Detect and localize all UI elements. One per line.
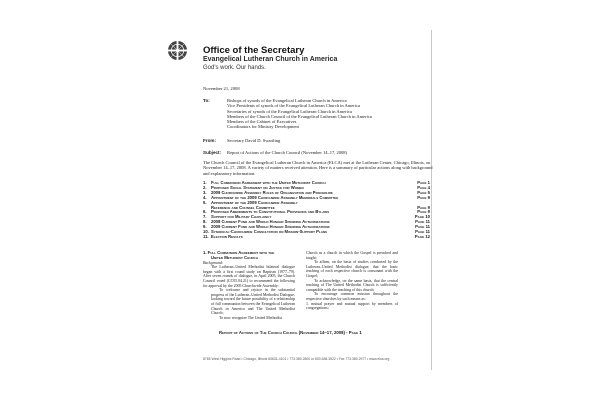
toc-entry: 3. 2009 Churchwide Assembly Rules of Organization and Procedure Page 5 bbox=[203, 189, 430, 195]
paragraph: Church as a church in which the Gospel is preached and taught; bbox=[306, 251, 398, 260]
toc-entry: 7. Support for Military Chaplaincy Page 10 bbox=[203, 214, 430, 220]
intro-paragraph: The Church Council of the Evangelical Lutheran Church in America (ELCA) met at the Lutheran Center, Chicago, Illinois, on November 14–17, 2008. A variety of matters received attention. Here is a summary of particular actions along with background and explanatory information. bbox=[203, 160, 433, 176]
toc-entry: Reference and Counsel Committee Page 9 bbox=[211, 204, 430, 210]
toc-entry: 1. Full Communion Agreement with the United Methodist Church Page 1 bbox=[203, 180, 430, 185]
tagline: God's work. Our hands. bbox=[203, 65, 266, 71]
toc-entry: 4. Appointment of the 2009 Churchwide Assembly Memorials Committee Page 9 bbox=[203, 194, 430, 200]
address-line: 8765 West Higgins Road • Chicago, Illinois 60631-4101 • 773.380.2800 or 800.638.3522 • Fax 773.380.2977 • www.elca.org bbox=[203, 357, 390, 361]
recipient: Members of the Church Council of the Evangelical Lutheran Church in America bbox=[227, 113, 372, 119]
to-label: To: bbox=[203, 98, 210, 103]
body-column-left bbox=[203, 251, 295, 320]
subject-label: Subject: bbox=[203, 150, 222, 155]
from-value: Secretary David D. Swartling bbox=[227, 138, 281, 143]
paragraph: The Lutheran–United Methodist bilateral dialogue began with a first round study on Baptism (1977–79). After seven rounds of dialogue, in April 2005, the Church Council voted (CC05.04.21) to recommend the following for approval by the 2005 Churchwide Assembly: bbox=[203, 265, 295, 288]
paragraph: To encourage common mission throughout the respective churches by such means as: bbox=[306, 292, 398, 301]
paragraph: To now recognize The United Methodist bbox=[219, 315, 283, 320]
section-heading: 1. Full Communion Agreement with the bbox=[203, 250, 275, 255]
organization-name: Evangelical Lutheran Church in America bbox=[203, 56, 338, 63]
office-title: Office of the Secretary bbox=[203, 45, 305, 56]
memo-date: November 21, 2008 bbox=[203, 86, 240, 91]
recipient: Coordinators for Ministry Development bbox=[227, 124, 299, 130]
from-label: From: bbox=[203, 138, 217, 143]
toc-entry: 2. Proposed Social Statement on Justice for Women Page 4 bbox=[203, 184, 430, 190]
toc-entry: 9. 2009 Current Fund and World Hunger Spending Authorizations Page 11 bbox=[203, 224, 430, 230]
toc-entry: 6. Proposed Amendments to Constitutional Provisions and Bylaws Page 9 bbox=[203, 209, 430, 215]
recipient: Members of the Cabinet of Executives bbox=[227, 119, 297, 125]
toc-entry: 11. Election Results Page 12 bbox=[203, 233, 430, 239]
section-heading: United Methodist Church bbox=[211, 254, 258, 260]
background-label: Background: bbox=[203, 260, 224, 265]
toc-entry: 8. 2008 Current Fund and World Hunger Spending Authorizations Page 11 bbox=[203, 219, 430, 225]
recipient: Secretaries of synods of the Evangelical Lutheran Church in America bbox=[227, 108, 352, 114]
paragraph: To affirm, on the basis of studies conducted by the Lutheran–United Methodist dialogue, that the basic teaching of each respective church is consonant with the Gospel; bbox=[306, 260, 398, 278]
table-of-contents bbox=[203, 181, 430, 240]
body-column-right bbox=[306, 251, 398, 311]
list-item: 1. mutual prayer and mutual support by members of congregations; bbox=[306, 301, 398, 311]
report-page-footer: Report of Actions of The Church Council (November 14–17, 2008) - Page 1 bbox=[219, 330, 362, 335]
to-recipients bbox=[227, 98, 372, 130]
recipient: Bishops of synods of the Evangelical Lutheran Church in America bbox=[227, 98, 347, 103]
recipient: Vice Presidents of synods of the Evangelical Lutheran Church in America bbox=[227, 103, 360, 109]
page-edge-divider bbox=[431, 30, 432, 370]
paragraph: To acknowledge, on the same basis, that the central teaching of The United Methodist Church is sufficiently compatible with the teaching of this church; bbox=[306, 278, 398, 292]
toc-entry: 10. Synodical-Churchwide Consultation on Mission-Support Plans Page 11 bbox=[203, 229, 430, 235]
elca-cross-globe-icon bbox=[167, 40, 188, 61]
toc-entry: 5. Appointment of the 2009 Churchwide Assembly bbox=[203, 199, 298, 205]
paragraph: To welcome and rejoice in the substantial progress of the Lutheran–United Methodist Dialogue, looking toward the future possibility of a relationship of full communion between the Evangelical Lutheran Church in America and The United Methodist Church; bbox=[211, 288, 295, 316]
subject-value: Report of Actions of the Church Council (November 14–17, 2008) bbox=[227, 150, 347, 155]
